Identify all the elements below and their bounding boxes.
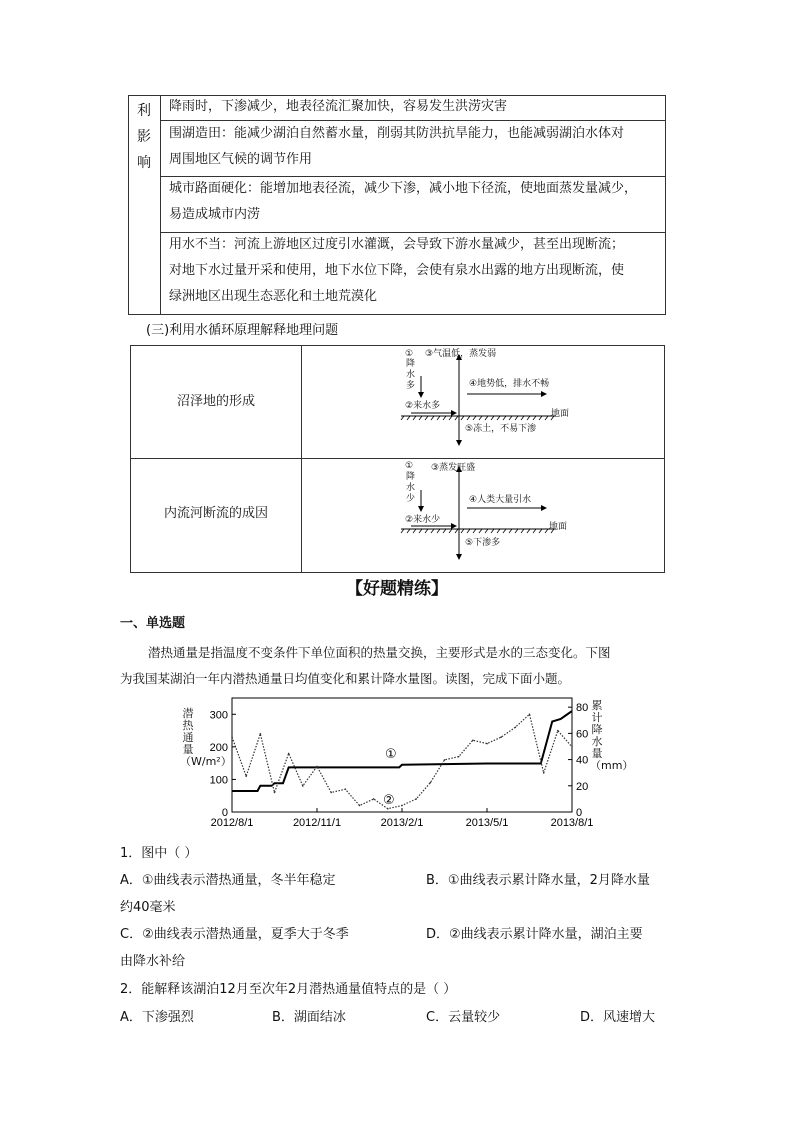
impact-row bbox=[169, 232, 659, 310]
stem-line: 为我国某湖泊一年内潜热通量日均值变化和累计降水量图。读图，完成下面小题。 bbox=[120, 671, 571, 686]
data-point bbox=[557, 730, 559, 732]
rain-char: 多 bbox=[406, 381, 416, 391]
data-point bbox=[444, 759, 446, 761]
impact-line: 周围地区气候的调节作用 bbox=[169, 152, 313, 167]
inflow-label: ②来水少 bbox=[405, 515, 441, 525]
data-point bbox=[288, 753, 290, 755]
data-point bbox=[373, 798, 375, 800]
runoff-arrowhead bbox=[541, 505, 547, 511]
data-point bbox=[387, 808, 389, 810]
inflow-arrowhead bbox=[451, 410, 457, 416]
data-point bbox=[415, 798, 417, 800]
option-1b-cont: 约40毫米 bbox=[120, 900, 176, 915]
option-2c[interactable]: C．云量较少 bbox=[426, 1010, 501, 1025]
rain-arrowhead bbox=[418, 506, 424, 512]
ground-label: 地面 bbox=[549, 522, 568, 532]
data-point bbox=[458, 756, 460, 758]
option-2b[interactable]: B．湖面结冰 bbox=[272, 1010, 346, 1025]
data-point bbox=[260, 733, 262, 735]
rain-arrowhead bbox=[418, 392, 424, 398]
data-point bbox=[430, 782, 432, 784]
evap-label: ③气温低，蒸发弱 bbox=[425, 349, 497, 359]
data-point bbox=[316, 766, 318, 768]
data-point bbox=[543, 772, 545, 774]
option-1d-cont: 由降水补给 bbox=[120, 954, 186, 969]
rain-number: ① bbox=[405, 349, 414, 359]
side-label-char: 影 bbox=[137, 129, 151, 145]
rain-char: 降 bbox=[406, 472, 416, 482]
data-point bbox=[529, 713, 531, 715]
section3-title: (三)利用水循环原理解释地理问题 bbox=[146, 323, 339, 338]
inflow-label: ②来水多 bbox=[405, 401, 441, 411]
ground-hatch bbox=[401, 416, 554, 420]
option-2a[interactable]: A．下渗强烈 bbox=[120, 1010, 194, 1025]
infiltration-arrowhead bbox=[456, 554, 462, 560]
evap-label: ③蒸发旺盛 bbox=[431, 463, 476, 473]
option-1a[interactable]: A．①曲线表示潜热通量，冬半年稳定 bbox=[120, 873, 336, 888]
row-label-marsh: 沼泽地的形成 bbox=[176, 394, 255, 409]
x-tick-label: 2012/11/1 bbox=[292, 817, 342, 829]
data-point bbox=[401, 805, 403, 807]
infiltration-label: ⑤冻土，不易下渗 bbox=[465, 424, 537, 434]
option-1c[interactable]: C．②曲线表示潜热通量，夏季大于冬季 bbox=[120, 927, 349, 942]
option-1b[interactable]: B．①曲线表示累计降水量，2月降水量 bbox=[426, 873, 650, 888]
column-divider bbox=[301, 346, 302, 572]
impact-row bbox=[169, 121, 659, 173]
y-left-tick-label: 0 bbox=[221, 807, 228, 819]
ground-hatch bbox=[401, 529, 554, 533]
runoff-arrowhead bbox=[541, 391, 547, 397]
impact-line: 对地下水过量开采和使用，地下水位下降，会使有泉水出露的地方出现断流，使 bbox=[169, 263, 625, 278]
rain-char: 降 bbox=[406, 359, 416, 369]
impact-line: 城市路面硬化：能增加地表径流，减少下渗，减小地下径流，使地面蒸发量减少， bbox=[169, 181, 638, 196]
data-point bbox=[231, 736, 233, 738]
inflow-arrowhead bbox=[451, 523, 457, 529]
x-tick-label: 2013/5/1 bbox=[465, 817, 509, 829]
runoff-label: ④地势低，排水不畅 bbox=[469, 379, 550, 389]
option-1d[interactable]: D．②曲线表示累计降水量，湖泊主要 bbox=[426, 927, 643, 942]
y-right-tick-label: 0 bbox=[576, 807, 583, 819]
question-1-stem: 1．图中（ ） bbox=[120, 846, 198, 861]
rain-char: 少 bbox=[406, 494, 416, 504]
data-point bbox=[571, 746, 573, 748]
infiltration-label: ⑤下渗多 bbox=[465, 538, 501, 548]
rain-label bbox=[406, 472, 416, 505]
data-point bbox=[515, 727, 517, 729]
runoff-label: ④人类大量引水 bbox=[469, 495, 532, 505]
curve-label-2: ② bbox=[383, 793, 395, 808]
data-point bbox=[330, 792, 332, 794]
y-right-label: 累计降水量（mm） bbox=[590, 699, 634, 772]
rain-char: 水 bbox=[406, 370, 416, 380]
y-right-tick-label: 80 bbox=[576, 702, 589, 715]
x-tick-label: 2013/2/1 bbox=[380, 817, 424, 829]
water-cycle-table bbox=[130, 345, 665, 573]
data-point bbox=[359, 805, 361, 807]
plot-frame bbox=[232, 698, 572, 812]
side-label-char: 利 bbox=[137, 103, 151, 119]
data-point bbox=[302, 785, 304, 787]
section1-title: 一、单选题 bbox=[120, 616, 186, 631]
y-left-tick-label: 300 bbox=[209, 709, 228, 722]
y-left-tick-label: 200 bbox=[209, 741, 228, 754]
option-2d[interactable]: D．风速增大 bbox=[580, 1010, 656, 1025]
impact-line: 易造成城市内涝 bbox=[169, 207, 261, 222]
side-label-char: 响 bbox=[137, 155, 151, 171]
impact-table bbox=[128, 95, 666, 315]
impact-side-column bbox=[129, 96, 161, 314]
impact-line: 降雨时，下渗减少，地表径流汇聚加快，容易发生洪涝灾害 bbox=[169, 99, 508, 114]
curve-label-1: ① bbox=[385, 747, 397, 762]
impact-line: 围湖造田：能减少湖泊自然蓄水量，削弱其防洪抗旱能力，也能减弱湖泊水体对 bbox=[169, 126, 625, 141]
question-stem bbox=[120, 640, 680, 692]
practice-title: 【好题精练】 bbox=[346, 579, 448, 599]
rain-number: ① bbox=[405, 461, 414, 471]
y-right-tick-label: 40 bbox=[576, 754, 589, 767]
x-tick-label: 2012/8/1 bbox=[210, 817, 254, 829]
stem-line: 潜热通量是指温度不变条件下单位面积的热量交换，主要形式是水的三态变化。下图 bbox=[148, 645, 611, 660]
data-point bbox=[472, 740, 474, 742]
ground-label: 地面 bbox=[551, 409, 570, 419]
y-right-tick-label: 20 bbox=[576, 780, 589, 793]
rain-label bbox=[406, 359, 416, 392]
latent-heat-chart bbox=[180, 692, 600, 840]
x-tick-label: 2013/8/1 bbox=[550, 817, 594, 829]
impact-row bbox=[169, 94, 659, 120]
row-label-river: 内流河断流的成因 bbox=[163, 506, 268, 521]
impact-row bbox=[169, 176, 659, 228]
y-right-tick-label: 60 bbox=[576, 728, 589, 741]
data-point bbox=[500, 736, 502, 738]
y-left-label: 潜热通量（W/m²） bbox=[180, 707, 232, 768]
y-left-tick-label: 100 bbox=[209, 774, 228, 787]
data-point bbox=[245, 775, 247, 777]
impact-line: 用水不当：河流上游地区过度引水灌溉，会导致下游水量减少，甚至出现断流； bbox=[169, 237, 625, 252]
data-point bbox=[345, 788, 347, 790]
question-2-stem: 2．能解释该湖泊12月至次年2月潜热通量值特点的是（ ） bbox=[120, 982, 457, 997]
data-point bbox=[486, 743, 488, 745]
data-point bbox=[274, 792, 276, 794]
series-line-latent-heat bbox=[232, 714, 572, 808]
series-line-cumulative-precipitation bbox=[232, 711, 572, 791]
rain-char: 水 bbox=[406, 483, 416, 493]
impact-line: 绿洲地区出现生态恶化和土地荒漠化 bbox=[169, 289, 378, 304]
infiltration-arrowhead bbox=[456, 440, 462, 446]
